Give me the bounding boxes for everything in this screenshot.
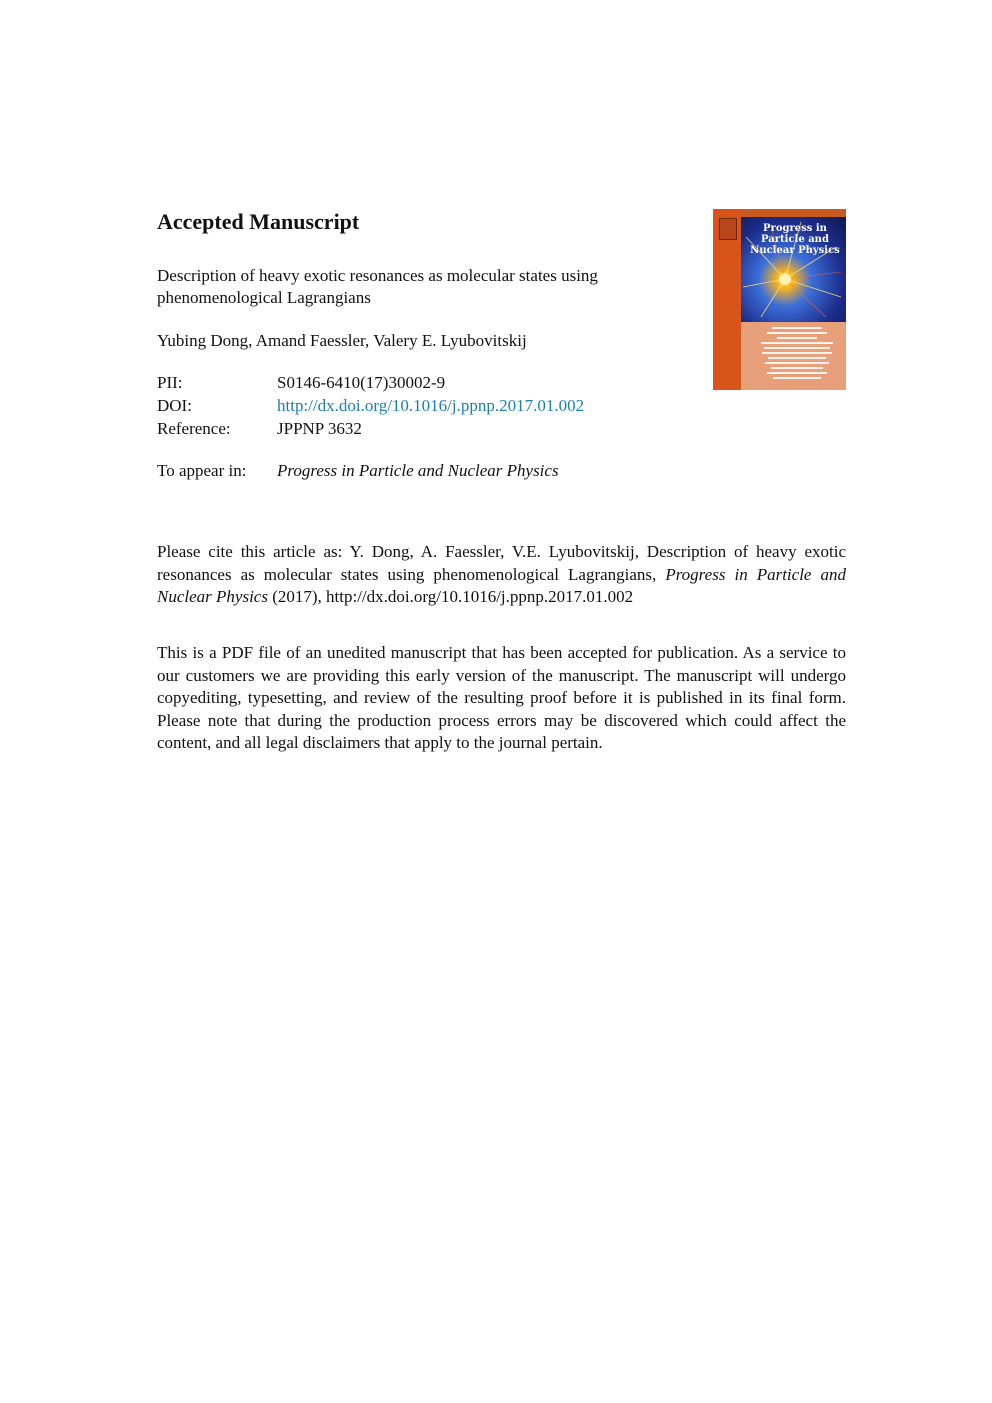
reference-label: Reference:: [157, 419, 231, 438]
article-title: Description of heavy exotic resonances as molecular states using phenomenological Lagrangians: [157, 266, 598, 307]
publisher-logo-icon: [719, 218, 737, 240]
doi-link[interactable]: http://dx.doi.org/10.1016/j.ppnp.2017.01.002: [277, 396, 585, 415]
journal-name: Progress in Particle and Nuclear Physics: [277, 461, 559, 480]
citation-text-start: Please cite this article as: Y. Dong, A. Faessler, V.E. Lyubovitskij, Description of heavy exotic resonances as molecular states using phenomenological Lagrangians,: [157, 542, 846, 584]
doi-label: DOI:: [157, 396, 192, 415]
cover-editorial-text: [759, 327, 835, 382]
cover-title: Progress in Particle and Nuclear Physics: [750, 223, 840, 256]
reference-value: JPPNP 3632: [277, 419, 362, 438]
page-heading: Accepted Manuscript: [157, 209, 360, 234]
pii-row: [157, 371, 584, 394]
disclaimer-paragraph: This is a PDF file of an unedited manuscript that has been accepted for publication. As a service to our customers we are providing this early version of the manuscript. The manuscript will undergo copyediting, typesetting, and review of the resulting proof before it is published in its final form. Please note that during the production process errors may be discovered which could affect the content, and all legal disclaimers that apply to the journal pertain.: [157, 643, 846, 752]
cover-top-bar: [741, 209, 846, 217]
journal-cover-image: [713, 209, 846, 390]
doi-row: [157, 394, 584, 417]
pii-label: PII:: [157, 373, 183, 392]
reference-row: [157, 417, 584, 440]
citation-paragraph: [157, 541, 846, 609]
author-list: Yubing Dong, Amand Faessler, Valery E. Lyubovitskij: [157, 331, 527, 350]
pii-value: S0146-6410(17)30002-9: [277, 373, 446, 392]
citation-journal: Progress in Particle and Nuclear Physics: [157, 564, 846, 606]
appear-in-label: To appear in:: [157, 461, 247, 480]
citation-text-end: (2017), http://dx.doi.org/10.1016/j.ppnp.2017.01.002: [267, 587, 634, 606]
appear-in-row: [157, 460, 559, 482]
article-metadata: [157, 371, 584, 440]
